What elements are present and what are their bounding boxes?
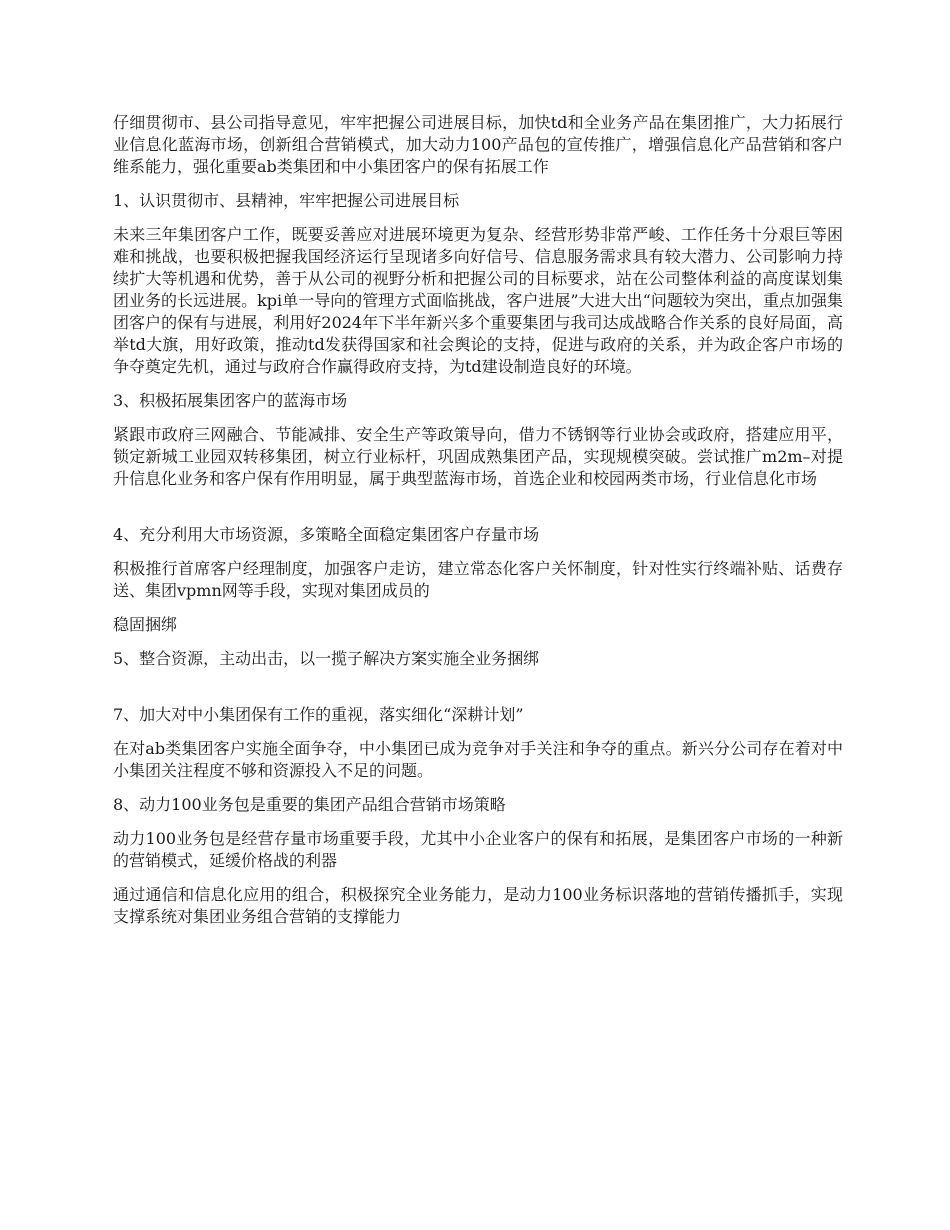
section-paragraph-4-cont: 稳固捆绑: [113, 615, 178, 634]
section-paragraph-4: 积极推行首席客户经理制度，加强客户走访，建立常态化客户关怀制度，针对性实行终端补贴、话费存送、集团vpmn网等手段，实现对集团成员的: [113, 559, 843, 600]
section-heading-3: 3、积极拓展集团客户的蓝海市场: [113, 391, 348, 410]
section-paragraph-8: 动力100业务包是经营存量市场重要手段，尤其中小企业客户的保有和拓展，是集团客户市场的一种新的营销模式，延缓价格战的利器: [113, 829, 843, 870]
section-heading-4: 4、充分利用大市场资源，多策略全面稳定集团客户存量市场: [113, 525, 540, 544]
section-heading-1: 1、认识贯彻市、县精神，牢牢把握公司进展目标: [113, 191, 460, 210]
section-paragraph-8-cont: 通过通信和信息化应用的组合，积极探究全业务能力，是动力100业务标识落地的营销传播抓手，实现支撑系统对集团业务组合营销的支撑能力: [113, 885, 843, 926]
section-paragraph-7: 在对ab类集团客户实施全面争夺，中小集团已成为竞争对手关注和争夺的重点。新兴分公司存在着对中小集团关注程度不够和资源投入不足的问题。: [113, 739, 843, 780]
section-paragraph-3: 紧跟市政府三网融合、节能减排、安全生产等政策导向，借力不锈钢等行业协会或政府，搭建应用平，锁定新城工业园双转移集团，树立行业标杆，巩固成熟集团产品，实现规模突破。尝试推广m2m–对提升信息化业务和客户保有作用明显，属于典型蓝海市场，首选企业和校园两类市场，行业信息化市场: [113, 425, 843, 488]
section-heading-5: 5、整合资源，主动出击，以一揽子解决方案实施全业务捆绑: [113, 649, 540, 668]
document-body: [113, 112, 843, 940]
intro-paragraph: 仔细贯彻市、县公司指导意见，牢牢把握公司进展目标，加快td和全业务产品在集团推广，大力拓展行业信息化蓝海市场，创新组合营销模式，加大动力100产品包的宣传推广，增强信息化产品营销和客户维系能力，强化重要ab类集团和中小集团客户的保有拓展工作: [113, 113, 843, 176]
section-heading-7: 7、加大对中小集团保有工作的重视，落实细化“深耕计划”: [113, 705, 524, 724]
section-heading-8: 8、动力100业务包是重要的集团产品组合营销市场策略: [113, 795, 506, 814]
section-paragraph-1: 未来三年集团客户工作，既要妥善应对进展环境更为复杂、经营形势非常严峻、工作任务十分艰巨等困难和挑战，也要积极把握我国经济运行呈现诸多向好信号、信息服务需求具有较大潜力、公司影响力持续扩大等机遇和优势，善于从公司的视野分析和把握公司的目标要求，站在公司整体利益的高度谋划集团业务的长远进展。kpi单一导向的管理方式面临挑战，客户进展”大进大出“问题较为突出，重点加强集团客户的保有与进展，利用好2024年下半年新兴多个重要集团与我司达成战略合作关系的良好局面，高举td大旗，用好政策，推动td发获得国家和社会舆论的支持，促进与政府的关系，并为政企客户市场的争夺奠定先机，通过与政府合作赢得政府支持，为td建设制造良好的环境。: [113, 225, 843, 376]
